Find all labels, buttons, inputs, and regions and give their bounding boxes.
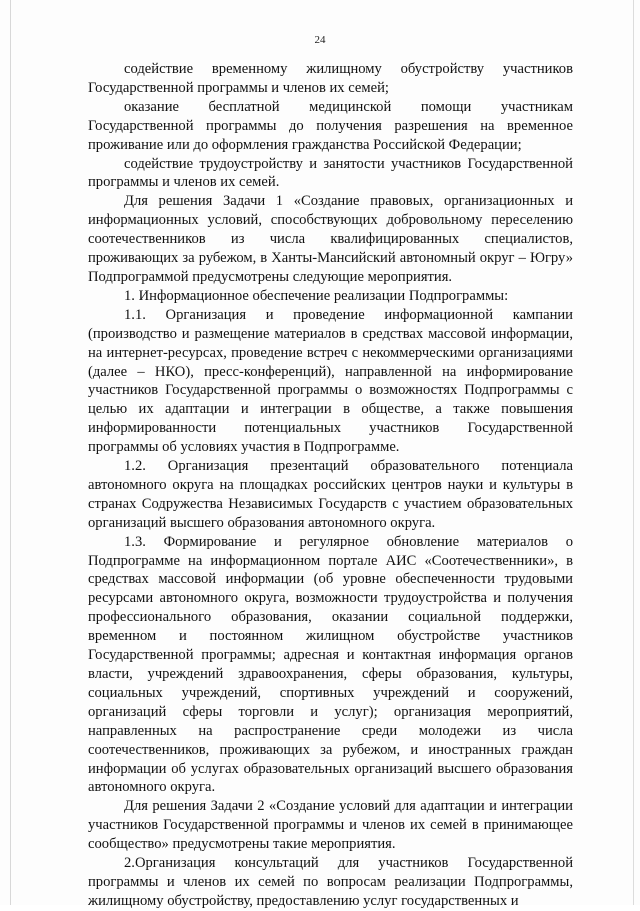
scan-edge-right: [633, 0, 634, 905]
paragraph: Для решения Задачи 1 «Создание правовых, организационных и информационных условий, способствующих добровольному переселению соотечественников из числа квалифицированных специалистов, проживающих за рубежом, в Ханты-Мансийский автономный округ – Югру» Подпрограммой предусмотрены следующие мероприятия.: [88, 193, 573, 285]
paragraph: 2.Организация консультаций для участников Государственной программы и членов их семей по вопросам реализации Подпрограммы, жилищному обустройству, предоставлению услуг государственных и: [88, 855, 573, 909]
paragraph: содействие трудоустройству и занятости участников Государственной программы и членов их семей.: [88, 155, 573, 191]
paragraph: 1.2. Организация презентаций образовательного потенциала автономного округа на площадках российских центров науки и культуры в странах Содружества Независимых Государств с участием образовательных организаций высшего образования автономного округа.: [88, 458, 573, 531]
paragraph: 1.1. Организация и проведение информационной кампании (производство и размещение материалов в средствах массовой информации, на интернет-ресурсах, проведение встреч с некоммерческими организациями (далее – НКО), пресс-конференций), направленной на информирование участников Государственной программы о возможностях Подпрограммы с целью их адаптации и интеграции в обществе, а также повышения информированности потенциальных участников Государственной программы об условиях участия в Подпрограмме.: [88, 306, 573, 456]
paragraph: оказание бесплатной медицинской помощи участникам Государственной программы до получения разрешения на временное проживание или до оформления гражданства Российской Федерации;: [88, 98, 573, 153]
paragraph: содействие временному жилищному обустройству участников Государственной программы и членов их семей;: [88, 61, 573, 96]
page-number: 24: [314, 34, 326, 46]
paragraph: 1. Информационное обеспечение реализации Подпрограммы:: [124, 287, 509, 304]
paragraph: Для решения Задачи 2 «Создание условий для адаптации и интеграции участников Государственной программы и членов их семей в принимающее сообщество» предусмотрены такие мероприятия.: [88, 798, 573, 853]
scan-edge-left: [10, 0, 11, 905]
document-body: [88, 60, 573, 911]
paragraph: 1.3. Формирование и регулярное обновление материалов о Подпрограмме на информационном портале АИС «Соотечественники», в средствах массовой информации (об уровне обеспеченности трудовыми ресурсами автономного округа, возможности трудоустройства и получения профессионального образования, оказании социальной поддержки, временном и постоянном жилищном обустройстве участников Государственной программы; адресная и контактная информация органов власти, учреждений здравоохранения, сферы образования, культуры, социальных учреждений, спортивных учреждений и сооружений, организаций сферы торговли и услуг); организация мероприятий, направленных на распространение среди молодежи из числа соотечественников, проживающих за рубежом, и иностранных граждан информации об услугах образовательных организаций высшего образования автономного округа.: [88, 533, 573, 796]
